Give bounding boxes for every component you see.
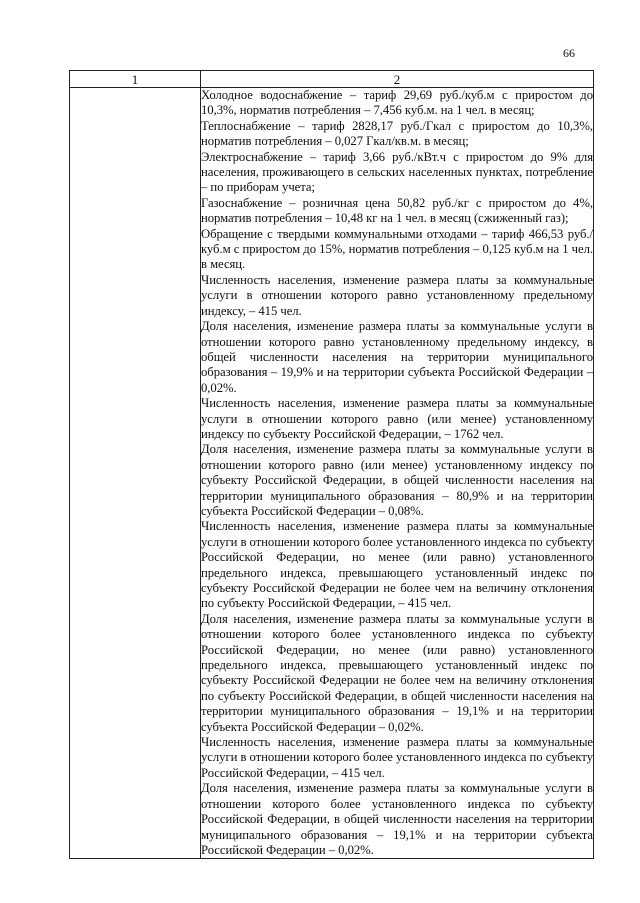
table-row [70,88,594,859]
paragraph-population-equal-limit: Численность населения, изменение размера платы за коммунальные услуги в отношении которого равно установленному предельному индексу, – 415 чел. [201,272,593,318]
content-cell [201,88,594,859]
paragraph-cold-water: Холодное водоснабжение – тариф 29,69 руб./куб.м с приростом до 10,3%, норматив потребления – 7,456 куб.м. на 1 чел. в месяц; [201,88,593,118]
paragraph-share-within-deviation: Доля населения, изменение размера платы за коммунальные услуги в отношении которого более установленного индекса по субъекту Российской Федерации, но менее (или равно) установленного предельного индекса, превышающего установленный индекс по субъекту Российской Федерации не более чем на величину отклонения по субъекту Российской Федерации, в общей численности населения на территории муниципального образования – 19,1% и на территории субъекта Российской Федерации – 0,02%. [201,611,593,734]
paragraph-electricity: Электроснабжение – тариф 3,66 руб./кВт.ч с приростом до 9% для населения, проживающего в сельских населенных пунктах, потребление – по приборам учета; [201,149,593,195]
paragraph-population-below-index: Численность населения, изменение размера платы за коммунальные услуги в отношении которого равно (или менее) установленному индексу по субъекту Российской Федерации, – 1762 чел. [201,396,593,441]
column-header-1: 1 [70,71,201,88]
paragraph-population-within-deviation: Численность населения, изменение размера платы за коммунальные услуги в отношении которого более установленного индекса по субъекту Российской Федерации, но менее (или равно) установленного предельного индекса, превышающего установленный индекс по субъекту Российской Федерации не более чем на величину отклонения по субъекту Российской Федерации, – 415 чел. [201,519,593,611]
empty-left-cell [70,88,201,859]
paragraph-population-above-index: Численность населения, изменение размера платы за коммунальные услуги в отношении которого более установленного индекса по субъекту Российской Федерации, – 415 чел. [201,735,593,780]
paragraph-share-below-index: Доля населения, изменение размера платы за коммунальные услуги в отношении которого равно (или менее) установленному индексу по субъекту Российской Федерации, в общей численности населения на территории муниципального образования – 80,9% и на территории субъекта Российской Федерации – 0,08%. [201,442,593,518]
column-header-2: 2 [201,71,594,88]
page-number: 66 [563,46,575,60]
paragraph-solid-waste: Обращение с твердыми коммунальными отходами – тариф 466,53 руб./куб.м с приростом до 15%, норматив потребления – 0,125 куб.м на 1 чел. в месяц. [201,226,593,272]
paragraph-gas: Газоснабжение – розничная цена 50,82 руб./кг с приростом до 4%, норматив потребления – 10,48 кг на 1 чел. в месяц (сжиженный газ); [201,195,593,226]
paragraph-heating: Теплоснабжение – тариф 2828,17 руб./Гкал с приростом до 10,3%, норматив потребления – 0,027 Гкал/кв.м. в месяц; [201,118,593,149]
table-header-row [70,71,594,88]
paragraph-share-equal-limit: Доля населения, изменение размера платы за коммунальные услуги в отношении которого равно установленному предельному индексу, в общей численности населения на территории муниципального образования – 19,9% и на территории субъекта Российской Федерации – 0,02%. [201,319,593,395]
paragraph-share-above-index: Доля населения, изменение размера платы за коммунальные услуги в отношении которого более установленного индекса по субъекту Российской Федерации, в общей численности населения на территории муниципального образования – 19,1% и на территории субъекта Российской Федерации – 0,02%. [201,781,593,857]
content-table [69,70,594,859]
